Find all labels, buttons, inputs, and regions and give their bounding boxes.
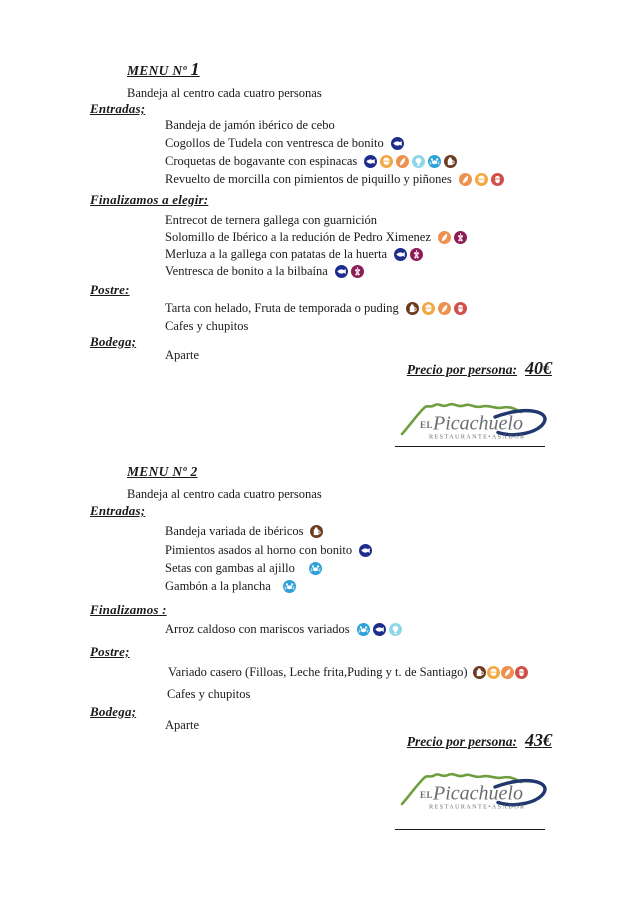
menu2-title <box>127 464 198 479</box>
menu-item <box>165 172 504 187</box>
menu-item-text: Variado casero (Filloas, Leche frita,Puding y t. de Santiago) <box>168 665 468 679</box>
allergen-icons <box>438 231 467 244</box>
menu-item-text: Bandeja variada de ibéricos <box>165 524 304 538</box>
menu-item-text: Cogollos de Tudela con ventresca de bonito <box>165 136 384 150</box>
fish-icon <box>391 137 404 150</box>
logo-prefix: EL <box>420 420 434 430</box>
menu2-heading-entradas: Entradas; <box>90 503 146 518</box>
menu-item <box>165 579 296 594</box>
menu1-title-prefix: MENU Nº <box>127 63 191 78</box>
logo-prefix: EL <box>420 790 434 800</box>
menu-item <box>165 622 402 637</box>
crustaceans-icon <box>428 155 441 168</box>
crustaceans-icon <box>309 562 322 575</box>
price-label: Precio por persona: <box>406 362 517 377</box>
menu-item-text: Solomillo de Ibérico a la redución de Pedro Ximenez <box>165 230 431 244</box>
allergen-icons <box>310 525 323 538</box>
menu-item-text: Croquetas de bogavante con espinacas <box>165 154 358 168</box>
menu-item <box>165 247 423 262</box>
fish-icon <box>394 248 407 261</box>
gluten-icon <box>438 302 451 315</box>
gluten-icon <box>459 173 472 186</box>
restaurant-logo <box>399 392 551 446</box>
menu-item <box>165 213 384 228</box>
menu2-heading-bodega: Bodega; <box>90 704 137 719</box>
menu1-heading-postre: Postre: <box>90 282 130 297</box>
allergen-icons <box>357 623 402 636</box>
gluten-icon <box>396 155 409 168</box>
nuts-icon <box>515 666 528 679</box>
gluten-icon <box>501 666 514 679</box>
menu-item <box>165 718 199 733</box>
allergen-icons <box>335 265 364 278</box>
allergen-icons <box>359 544 372 557</box>
crustaceans-icon <box>357 623 370 636</box>
allergen-icons <box>283 580 296 593</box>
nuts-icon <box>454 302 467 315</box>
allergen-icons <box>394 248 423 261</box>
sulphites-icon <box>410 248 423 261</box>
molluscs-icon <box>412 155 425 168</box>
molluscs-icon <box>389 623 402 636</box>
menu1-title <box>127 59 200 79</box>
menu-item-text: Ventresca de bonito a la bilbaína <box>165 264 328 278</box>
menu1-price-line <box>406 358 552 378</box>
fish-icon <box>359 544 372 557</box>
menu-item <box>165 319 248 334</box>
logo-name: Picachuelo <box>433 412 523 435</box>
menu-item-text: Entrecot de ternera gallega con guarnición <box>165 213 378 227</box>
menu-item-text: Tarta con helado, Fruta de temporada o puding <box>165 301 399 315</box>
menu-item <box>165 264 364 279</box>
price-label: Precio por persona: <box>406 734 517 749</box>
menu-item <box>165 543 372 558</box>
menu2-title-prefix: MENU Nº <box>127 464 191 479</box>
menu-item-text: Aparte <box>165 348 200 362</box>
menu1-heading-bodega: Bodega; <box>90 334 137 349</box>
price-value: 43€ <box>525 730 552 750</box>
menu-item-text: Cafes y chupitos <box>167 687 251 701</box>
menu-item <box>168 665 528 680</box>
menu-item <box>165 524 323 539</box>
logo-subtitle: RESTAURANTE•ASADOR <box>429 803 526 811</box>
logo-underline-rule <box>395 829 545 830</box>
allergen-icons <box>309 562 322 575</box>
menu-item <box>165 154 457 169</box>
gluten-icon <box>438 231 451 244</box>
nuts-icon <box>491 173 504 186</box>
logo-underline-rule <box>395 446 545 447</box>
milk-icon <box>444 155 457 168</box>
menu-item <box>165 118 342 133</box>
logo-subtitle: RESTAURANTE•ASADOR <box>429 433 526 441</box>
menu-item-text: Merluza a la gallega con patatas de la huerta <box>165 247 388 261</box>
allergen-icons <box>473 666 528 679</box>
allergen-icons <box>459 173 504 186</box>
sulphites-icon <box>454 231 467 244</box>
logo-name: Picachuelo <box>433 782 523 805</box>
fish-icon <box>335 265 348 278</box>
menu-item <box>165 301 467 316</box>
allergen-icons <box>391 137 404 150</box>
milk-icon <box>473 666 486 679</box>
allergen-icons <box>406 302 467 315</box>
egg-icon <box>487 666 500 679</box>
menu1-subtitle: Bandeja al centro cada cuatro personas <box>127 86 322 100</box>
crustaceans-icon <box>283 580 296 593</box>
egg-icon <box>475 173 488 186</box>
sulphites-icon <box>351 265 364 278</box>
menu1-title-number: 1 <box>190 59 200 79</box>
menu-item <box>165 561 322 576</box>
menu-item-text: Bandeja de jamón ibérico de cebo <box>165 118 335 132</box>
menu-item-text: Pimientos asados al horno con bonito <box>165 543 353 557</box>
fish-icon <box>364 155 377 168</box>
menu-item-text: Cafes y chupitos <box>165 319 249 333</box>
menu-item <box>165 348 199 363</box>
menu-item <box>165 230 467 245</box>
milk-icon <box>310 525 323 538</box>
egg-icon <box>380 155 393 168</box>
menu2-heading-postre: Postre; <box>90 644 130 659</box>
menu-item-text: Setas con gambas al ajillo <box>165 561 295 575</box>
fish-icon <box>373 623 386 636</box>
menu2-price-line <box>406 730 552 750</box>
menu1-heading-finalizamos: Finalizamos a elegir: <box>90 192 209 207</box>
menu-item-text: Arroz caldoso con mariscos variados <box>165 622 350 636</box>
milk-icon <box>406 302 419 315</box>
menu2-subtitle: Bandeja al centro cada cuatro personas <box>127 487 322 501</box>
allergen-icons <box>364 155 457 168</box>
price-value: 40€ <box>525 358 552 378</box>
menu-item <box>165 136 404 151</box>
menu-item <box>167 687 250 702</box>
menu-item-text: Gambón a la plancha <box>165 579 271 593</box>
egg-icon <box>422 302 435 315</box>
menu2-heading-finalizamos: Finalizamos : <box>90 602 167 617</box>
restaurant-logo <box>399 762 551 816</box>
menu-item-text: Revuelto de morcilla con pimientos de piquillo y piñones <box>165 172 452 186</box>
menu1-heading-entradas: Entradas; <box>90 101 146 116</box>
menu2-title-number: 2 <box>190 464 198 479</box>
menu-item-text: Aparte <box>165 718 200 732</box>
